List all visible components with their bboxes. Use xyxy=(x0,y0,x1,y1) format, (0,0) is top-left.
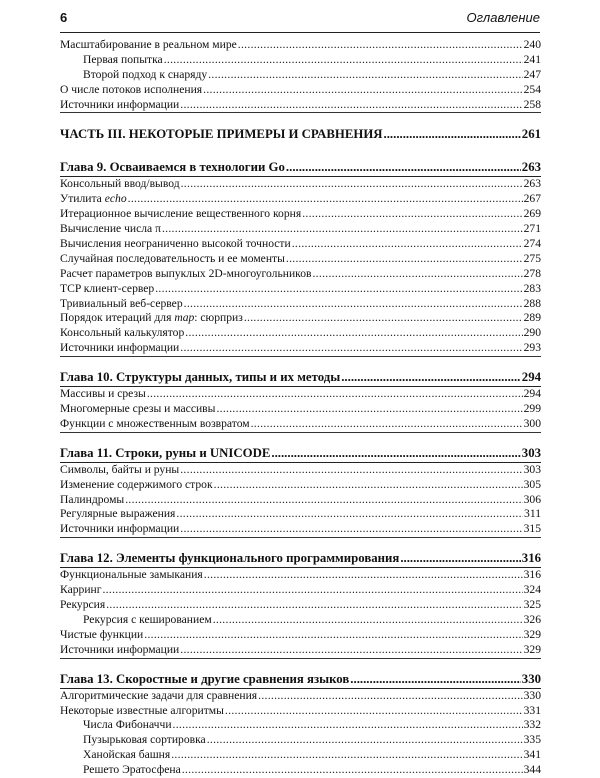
toc-entry xyxy=(60,583,541,598)
page-header xyxy=(60,10,540,33)
entry-title-text: Пузырьковая сортировка xyxy=(83,733,206,747)
entry-page: 326 xyxy=(523,612,541,626)
entry-title-text: О числе потоков исполнения xyxy=(60,82,203,96)
dot-leader xyxy=(400,550,520,567)
dot-leader xyxy=(286,159,521,176)
entry-page: 325 xyxy=(523,598,541,612)
dot-leader xyxy=(125,493,522,508)
dot-leader xyxy=(128,192,523,207)
chapter-heading xyxy=(60,445,541,463)
entry-title-italic: echo xyxy=(104,192,127,206)
entry-title xyxy=(60,297,183,312)
dot-leader xyxy=(147,387,523,402)
toc-entry xyxy=(60,267,541,282)
entry-title xyxy=(60,583,101,598)
entry-page: 275 xyxy=(523,251,541,265)
entry-page: 330 xyxy=(523,688,541,702)
chapter-heading-title: Глава 9. Осваиваемся в технологии Go xyxy=(60,160,285,175)
entry-page: 289 xyxy=(523,311,541,325)
toc-entry xyxy=(60,282,541,297)
entry-title-text: Источники информации xyxy=(60,97,180,111)
entry-title-text: Рекурсия с кешированием xyxy=(83,612,212,626)
dot-leader xyxy=(292,237,523,252)
entry-title xyxy=(60,463,179,478)
dot-leader xyxy=(184,297,523,312)
entry-page: 293 xyxy=(523,341,541,355)
dot-leader xyxy=(203,83,522,98)
entry-page: 274 xyxy=(523,237,541,251)
entry-title-text: Функции с множественным возвратом xyxy=(60,416,250,430)
entry-title xyxy=(60,177,180,192)
entry-title xyxy=(60,493,124,508)
entry-page: 329 xyxy=(523,627,541,641)
toc-entry xyxy=(60,326,541,341)
dot-leader xyxy=(185,326,522,341)
chapter-heading-page: 316 xyxy=(521,551,541,566)
entry-page: 329 xyxy=(523,642,541,656)
chapter-heading xyxy=(60,671,541,689)
entry-page: 258 xyxy=(523,97,541,111)
entry-title-text: Источники информации xyxy=(60,522,180,536)
entry-page: 294 xyxy=(523,387,541,401)
dot-leader xyxy=(238,38,523,53)
entry-title-text: Источники информации xyxy=(60,642,180,656)
entry-title-text: Порядок итераций для xyxy=(60,311,175,325)
chapter-heading xyxy=(60,369,541,387)
entry-title xyxy=(60,326,184,341)
entry-title-text: Изменение содержимого строк xyxy=(60,477,213,491)
entry-title-text: Чистые функции xyxy=(60,627,144,641)
entry-title-italic: map xyxy=(174,311,195,325)
dot-leader xyxy=(102,583,522,598)
dot-leader xyxy=(176,507,523,522)
toc-entry xyxy=(60,689,541,704)
toc-entry xyxy=(60,598,541,613)
dot-leader xyxy=(271,445,520,462)
entry-title-text: Регулярные выражения xyxy=(60,507,176,521)
chapter-heading-title: Глава 11. Строки, руны и UNICODE xyxy=(60,445,271,460)
toc-entry xyxy=(60,252,541,267)
toc-entry xyxy=(60,718,541,733)
dot-leader xyxy=(173,718,523,733)
entry-title xyxy=(60,598,105,613)
toc-entry xyxy=(60,507,541,522)
part-heading-title: ЧАСТЬ III. НЕКОТОРЫЕ ПРИМЕРЫ И СРАВНЕНИЯ xyxy=(60,127,383,142)
entry-title-text: Рекурсия xyxy=(60,598,106,612)
entry-title xyxy=(60,568,203,583)
entry-title xyxy=(60,83,202,98)
toc-entry xyxy=(60,763,541,778)
toc-entry xyxy=(60,237,541,252)
entry-title-text: Функциональные замыкания xyxy=(60,568,203,582)
chapter-heading-title: Глава 13. Скоростные и другие сравнения языков xyxy=(60,671,350,686)
chapter-heading-title: Глава 12. Элементы функционального программирования xyxy=(60,551,400,566)
toc-entry xyxy=(60,463,541,478)
entry-title xyxy=(60,704,224,719)
entry-page: 288 xyxy=(523,296,541,310)
dot-leader xyxy=(286,252,523,267)
dot-leader xyxy=(302,207,522,222)
toc-entry xyxy=(60,387,541,402)
entry-page: 263 xyxy=(523,177,541,191)
entry-title xyxy=(60,402,215,417)
entry-title xyxy=(60,38,237,53)
toc-entry xyxy=(60,297,541,312)
entry-title-text: Некоторые известные алгоритмы xyxy=(60,703,224,717)
toc-entry xyxy=(60,568,541,583)
entry-title xyxy=(60,222,161,237)
entry-title-text: Источники информации xyxy=(60,341,180,355)
entry-page: 324 xyxy=(523,583,541,597)
dot-leader xyxy=(213,613,523,628)
dot-leader xyxy=(214,478,523,493)
entry-title xyxy=(60,628,143,643)
entry-title-text: Массивы и срезы xyxy=(60,387,146,401)
toc-entry xyxy=(60,733,541,748)
dot-leader xyxy=(350,671,521,688)
entry-page: 269 xyxy=(523,207,541,221)
dot-leader xyxy=(180,522,522,537)
entry-title xyxy=(60,643,179,658)
entry-page: 278 xyxy=(523,266,541,280)
dot-leader xyxy=(244,311,523,326)
chapter-heading-title: Глава 10. Структуры данных, типы и их методы xyxy=(60,370,341,385)
entry-page: 283 xyxy=(523,281,541,295)
toc-entry xyxy=(60,222,541,237)
entry-page: 305 xyxy=(523,477,541,491)
entry-title xyxy=(60,53,163,68)
entry-title-text: TCP клиент-сервер xyxy=(60,281,155,295)
dot-leader xyxy=(207,733,523,748)
entry-page: 303 xyxy=(523,462,541,476)
entry-page: 240 xyxy=(523,38,541,51)
entry-page: 306 xyxy=(523,492,541,506)
entry-title-text: Многомерные срезы и массивы xyxy=(60,402,216,416)
dot-leader xyxy=(182,763,523,778)
entry-page: 311 xyxy=(524,507,541,521)
entry-title-text: Итерационное вычисление вещественного корня xyxy=(60,207,302,221)
running-title: Оглавление xyxy=(466,10,540,25)
entry-title xyxy=(60,267,311,282)
chapter-heading-page: 263 xyxy=(521,160,541,175)
entry-page: 335 xyxy=(523,733,541,747)
entry-title-text: Палиндромы xyxy=(60,492,125,506)
entry-title xyxy=(60,478,213,493)
toc-entry xyxy=(60,613,541,628)
toc-entry xyxy=(60,311,541,326)
entry-page: 254 xyxy=(523,82,541,96)
entry-title xyxy=(60,192,127,207)
dot-leader xyxy=(204,568,523,583)
entry-title-text: Консольный ввод/вывод xyxy=(60,177,180,191)
entry-title-text: Масштабирование в реальном мире xyxy=(60,38,237,51)
entry-page: 271 xyxy=(523,222,541,236)
toc-entry xyxy=(60,53,541,68)
entry-title xyxy=(60,98,179,113)
dot-leader xyxy=(312,267,522,282)
entry-title xyxy=(60,68,207,83)
entry-page: 315 xyxy=(523,522,541,536)
entry-title xyxy=(60,252,285,267)
toc-entry xyxy=(60,177,541,192)
entry-page: 290 xyxy=(523,326,541,340)
toc-entry xyxy=(60,38,541,53)
toc-entry xyxy=(60,493,541,508)
dot-leader xyxy=(144,628,522,643)
entry-title-text: Символы, байты и руны xyxy=(60,462,180,476)
dot-leader xyxy=(106,598,522,613)
dot-leader xyxy=(258,689,522,704)
dot-leader xyxy=(164,53,523,68)
toc-entry xyxy=(60,704,541,719)
toc-entry xyxy=(60,628,541,643)
entry-title xyxy=(60,207,301,222)
toc-entry xyxy=(60,417,541,433)
dot-leader xyxy=(341,369,521,386)
dot-leader xyxy=(208,68,522,83)
entry-title xyxy=(60,733,206,748)
entry-page: 331 xyxy=(523,703,541,717)
entry-title xyxy=(60,689,257,704)
dot-leader xyxy=(180,643,522,658)
entry-title xyxy=(60,282,154,297)
entry-title-text: Вычисления неограниченно высокой точности xyxy=(60,237,291,251)
dot-leader xyxy=(181,177,523,192)
entry-title-text: Тривиальный веб-сервер xyxy=(60,296,183,310)
entry-title-text: Карринг xyxy=(60,583,102,597)
entry-title xyxy=(60,387,146,402)
page-number: 6 xyxy=(60,10,68,25)
dot-leader xyxy=(171,748,522,763)
entry-title-text: Вычисление числа π xyxy=(60,222,161,236)
entry-title-text: Первая попытка xyxy=(83,52,163,66)
toc-entry xyxy=(60,643,541,659)
dot-leader xyxy=(384,126,521,143)
entry-page: 247 xyxy=(523,67,541,81)
toc-entry xyxy=(60,207,541,222)
dot-leader xyxy=(225,704,523,719)
chapter-heading xyxy=(60,550,541,568)
entry-title-text: Алгоритмические задачи для сравнения xyxy=(60,688,258,702)
entry-title-suffix: : сюрприз xyxy=(194,311,243,325)
dot-leader xyxy=(180,341,522,356)
chapter-heading xyxy=(60,159,541,177)
chapter-heading-page: 330 xyxy=(521,671,541,686)
entry-page: 332 xyxy=(523,718,541,732)
part-heading-page: 261 xyxy=(521,127,541,142)
entry-title xyxy=(60,507,175,522)
toc-entry xyxy=(60,748,541,763)
entry-title-text: Второй подход к снаряду xyxy=(83,67,208,81)
entry-title xyxy=(60,341,179,356)
toc-entry xyxy=(60,402,541,417)
entry-title-text: Расчет параметров выпуклых 2D-многоугольников xyxy=(60,266,312,280)
dot-leader xyxy=(251,417,523,432)
entry-title xyxy=(60,748,170,763)
entry-page: 299 xyxy=(523,402,541,416)
dot-leader xyxy=(180,98,522,113)
entry-page: 344 xyxy=(523,763,541,777)
dot-leader xyxy=(216,402,522,417)
entry-page: 267 xyxy=(523,192,541,206)
entry-title-text: Решето Эратосфена xyxy=(83,763,181,777)
entry-title xyxy=(60,417,250,432)
table-of-contents xyxy=(60,38,541,778)
chapter-heading-page: 294 xyxy=(521,370,541,385)
entry-title xyxy=(60,718,172,733)
toc-entry xyxy=(60,478,541,493)
entry-title xyxy=(60,522,179,537)
entry-title xyxy=(60,237,291,252)
entry-page: 341 xyxy=(523,748,541,762)
entry-title xyxy=(60,311,243,326)
toc-entry xyxy=(60,192,541,207)
entry-page: 300 xyxy=(523,416,541,430)
entry-page: 241 xyxy=(523,52,541,66)
toc-entry xyxy=(60,522,541,538)
entry-title xyxy=(60,763,181,778)
entry-title-text: Числа Фибоначчи xyxy=(83,718,172,732)
entry-title-text: Утилита xyxy=(60,192,105,206)
part-heading xyxy=(60,126,541,143)
entry-title-text: Ханойская башня xyxy=(83,748,171,762)
toc-entry xyxy=(60,68,541,83)
toc-entry xyxy=(60,98,541,114)
dot-leader xyxy=(162,222,523,237)
entry-title-text: Консольный калькулятор xyxy=(60,326,185,340)
toc-entry xyxy=(60,341,541,357)
entry-title-text: Случайная последовательность и ее моменты xyxy=(60,251,285,265)
dot-leader xyxy=(155,282,522,297)
chapter-heading-page: 303 xyxy=(521,445,541,460)
dot-leader xyxy=(180,463,522,478)
entry-title xyxy=(60,613,212,628)
toc-entry xyxy=(60,83,541,98)
entry-page: 316 xyxy=(523,568,541,582)
